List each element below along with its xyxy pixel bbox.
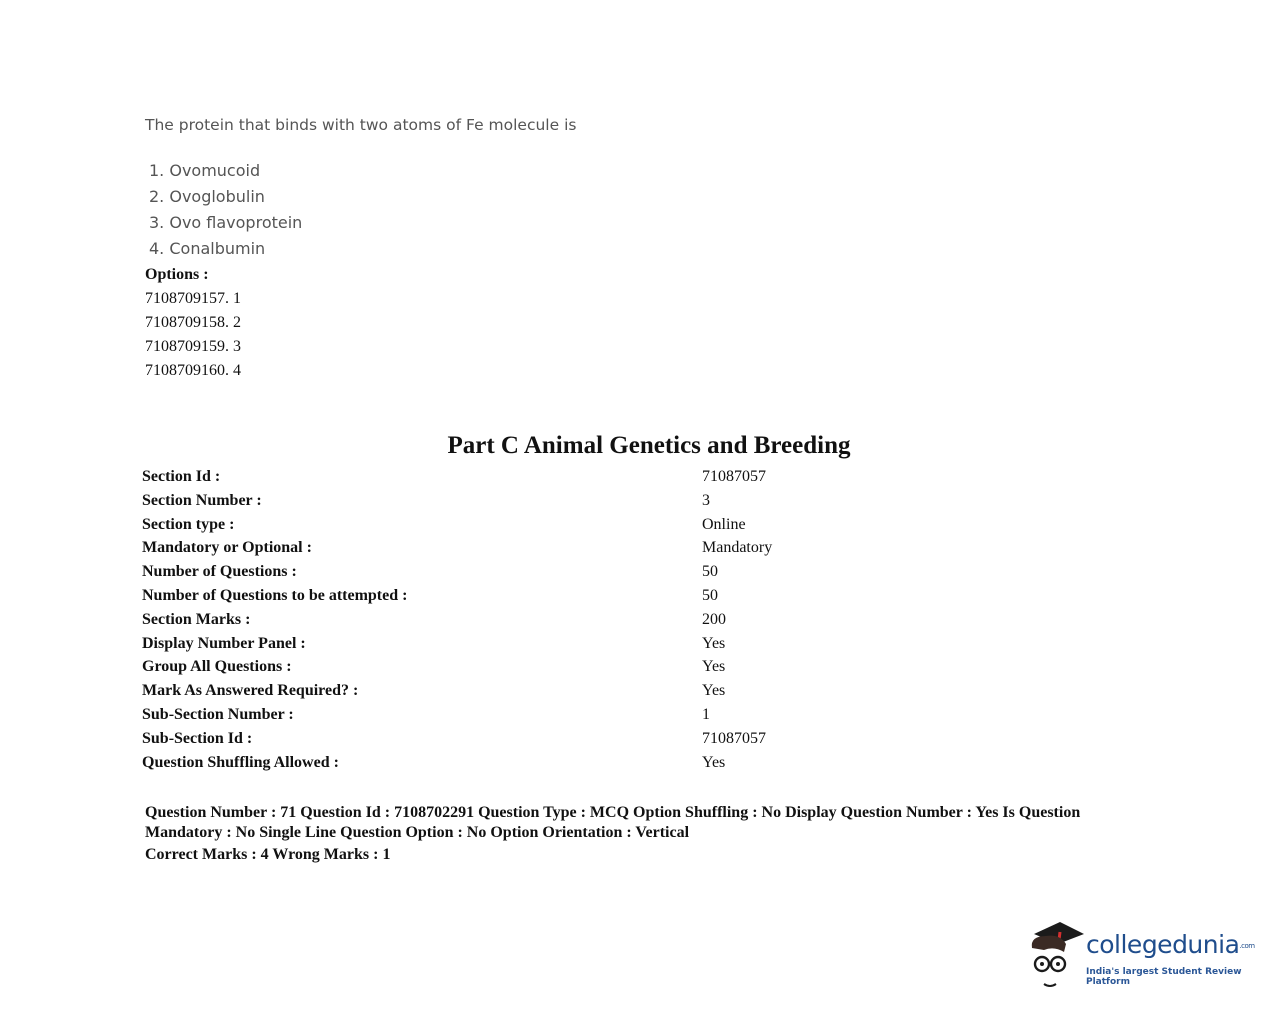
answer-choices: [149, 160, 302, 264]
logo-tagline: India's largest Student Review Platform: [1086, 967, 1242, 987]
detail-key: Number of Questions :: [142, 563, 297, 581]
logo-suffix: .com: [1239, 942, 1255, 950]
section-detail-row: [142, 752, 842, 776]
section-title: Part C Animal Genetics and Breeding: [447, 432, 851, 459]
detail-value: 50: [702, 563, 718, 581]
detail-value: 50: [702, 586, 718, 604]
option-id-row: 7108709158. 2: [145, 314, 241, 331]
detail-key: Display Number Panel :: [142, 634, 306, 652]
mascot-icon: [1024, 918, 1086, 990]
question-metadata: Question Number : 71 Question Id : 7108702291 Question Type : MCQ Option Shuffling : No Display Question Number : Yes Is Question Mandatory : No Single Line Question Option : No Option Orientation : Vertical: [145, 804, 1081, 841]
answer-choice: 2. Ovoglobulin: [149, 187, 265, 206]
section-detail-row: [142, 704, 842, 728]
option-id-row: 7108709160. 4: [145, 362, 241, 379]
logo-wordmark: [1086, 930, 1255, 959]
collegedunia-logo: [1024, 918, 1264, 990]
detail-key: Section Number :: [142, 491, 262, 509]
detail-value: Yes: [702, 634, 726, 652]
option-id-row: 7108709157. 1: [145, 290, 241, 307]
section-detail-row: [142, 514, 842, 538]
detail-key: Mark As Answered Required? :: [142, 682, 359, 700]
option-id-row: 7108709159. 3: [145, 338, 241, 355]
detail-value: 1: [702, 705, 710, 723]
section-detail-row: [142, 585, 842, 609]
detail-value: Yes: [702, 682, 726, 700]
detail-value: 71087057: [702, 729, 766, 747]
section-detail-row: [142, 537, 842, 561]
detail-value: 71087057: [702, 468, 766, 485]
detail-value: Yes: [702, 658, 726, 676]
section-detail-row: [142, 561, 842, 585]
section-detail-row: [142, 609, 842, 633]
detail-value: Yes: [702, 753, 726, 771]
detail-key: Question Shuffling Allowed :: [142, 753, 339, 771]
detail-key: Mandatory or Optional :: [142, 539, 312, 557]
detail-key: Section Id :: [142, 468, 221, 485]
section-detail-row: [142, 490, 842, 514]
section-detail-row: [142, 680, 842, 704]
options-block: [145, 264, 241, 384]
detail-key: Group All Questions :: [142, 658, 292, 676]
answer-choice: 4. Conalbumin: [149, 239, 266, 258]
detail-value: Online: [702, 515, 746, 533]
detail-key: Section Marks :: [142, 610, 251, 628]
detail-key: Sub-Section Number :: [142, 705, 294, 723]
answer-choice: 3. Ovo flavoprotein: [149, 213, 303, 232]
marks-info: Correct Marks : 4 Wrong Marks : 1: [145, 846, 391, 863]
section-detail-row: [142, 633, 842, 657]
detail-key: Number of Questions to be attempted :: [142, 586, 408, 604]
section-detail-row: [142, 656, 842, 680]
detail-key: Sub-Section Id :: [142, 729, 253, 747]
section-details-table: [142, 466, 842, 775]
section-detail-row: [142, 466, 842, 490]
logo-name: collegedunia: [1086, 930, 1240, 959]
section-detail-row: [142, 728, 842, 752]
detail-value: 200: [702, 610, 726, 628]
detail-value: Mandatory: [702, 539, 773, 557]
question-text: The protein that binds with two atoms of Fe molecule is: [145, 116, 577, 134]
answer-choice: 1. Ovomucoid: [149, 161, 261, 180]
options-label: Options :: [145, 266, 209, 283]
detail-key: Section type :: [142, 515, 235, 533]
detail-value: 3: [702, 491, 710, 509]
